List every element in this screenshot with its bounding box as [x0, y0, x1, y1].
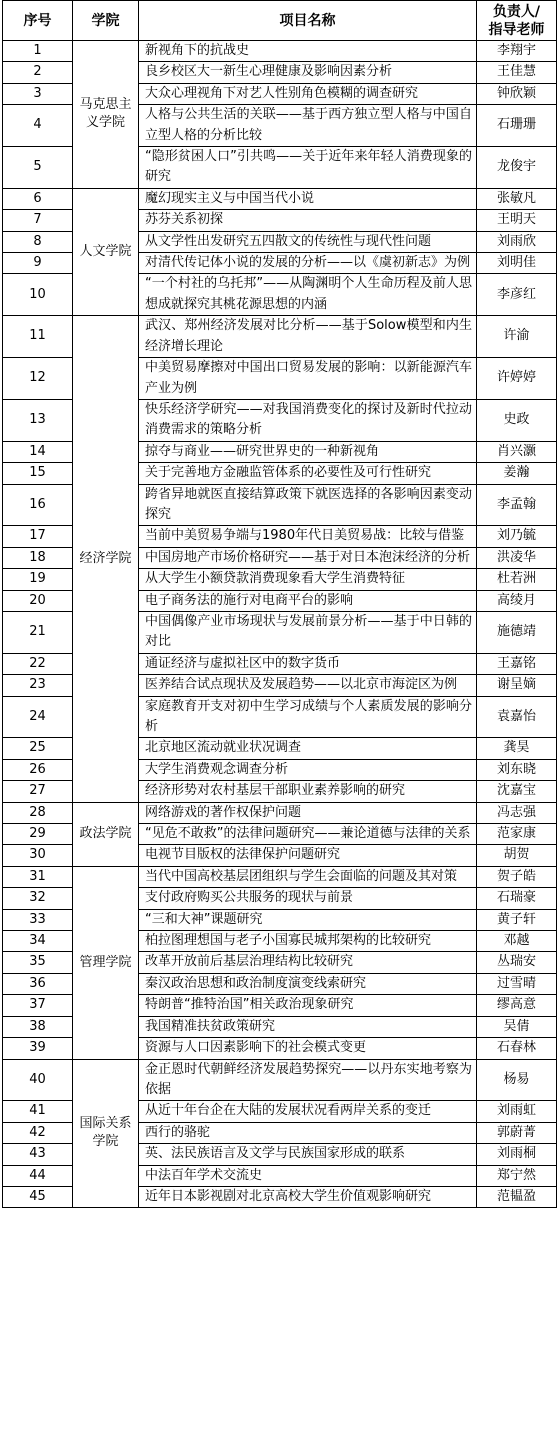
row-index: 17: [3, 526, 73, 547]
project-leader: 邓越: [477, 931, 557, 952]
project-title: 掠夺与商业——研究世界史的一种新视角: [139, 441, 477, 462]
project-title: 北京地区流动就业状况调查: [139, 738, 477, 759]
project-leader: 王明天: [477, 210, 557, 231]
project-leader: 范韫盈: [477, 1186, 557, 1207]
project-leader: 施德靖: [477, 611, 557, 653]
row-index: 24: [3, 696, 73, 738]
college-cell: 国际关系学院: [73, 1059, 139, 1208]
project-title: 关于完善地方金融监管体系的必要性及可行性研究: [139, 463, 477, 484]
row-index: 21: [3, 611, 73, 653]
project-title: “隐形贫困人口”引共鸣——关于近年来年轻人消费现象的研究: [139, 147, 477, 189]
project-leader: 袁嘉怡: [477, 696, 557, 738]
row-index: 23: [3, 675, 73, 696]
header-college: 学院: [73, 1, 139, 41]
row-index: 14: [3, 441, 73, 462]
project-title: 中国房地产市场价格研究——基于对日本泡沫经济的分析: [139, 547, 477, 568]
row-index: 9: [3, 253, 73, 274]
project-leader: 沈嘉宝: [477, 781, 557, 802]
row-index: 29: [3, 824, 73, 845]
row-index: 34: [3, 931, 73, 952]
project-title: 武汉、郑州经济发展对比分析——基于Solow模型和内生经济增长理论: [139, 316, 477, 358]
project-leader: 石珊珊: [477, 105, 557, 147]
row-index: 33: [3, 909, 73, 930]
row-index: 19: [3, 569, 73, 590]
project-title: 英、法民族语言及文学与民族国家形成的联系: [139, 1144, 477, 1165]
project-leader: 吴倩: [477, 1016, 557, 1037]
project-leader: 刘雨欣: [477, 231, 557, 252]
project-leader: 许婷婷: [477, 358, 557, 400]
project-leader: 杜若洲: [477, 569, 557, 590]
row-index: 27: [3, 781, 73, 802]
project-leader: 石瑞豪: [477, 888, 557, 909]
college-cell: 政法学院: [73, 802, 139, 866]
project-title: 金正恩时代朝鲜经济发展趋势探究——以丹东实地考察为依据: [139, 1059, 477, 1101]
row-index: 35: [3, 952, 73, 973]
project-title: 近年日本影视剧对北京高校大学生价值观影响研究: [139, 1186, 477, 1207]
row-index: 45: [3, 1186, 73, 1207]
project-title: 通证经济与虚拟社区中的数字货币: [139, 653, 477, 674]
project-leader: 丛瑞安: [477, 952, 557, 973]
project-leader: 李彦红: [477, 274, 557, 316]
row-index: 22: [3, 653, 73, 674]
row-index: 12: [3, 358, 73, 400]
row-index: 43: [3, 1144, 73, 1165]
row-index: 13: [3, 399, 73, 441]
project-leader: 李翔宇: [477, 41, 557, 62]
row-index: 37: [3, 995, 73, 1016]
project-leader: 郑宁然: [477, 1165, 557, 1186]
project-leader: 刘雨虹: [477, 1101, 557, 1122]
project-title: 对清代传记体小说的发展的分析——以《虞初新志》为例: [139, 253, 477, 274]
project-leader: 过雪晴: [477, 973, 557, 994]
college-cell: 人文学院: [73, 188, 139, 315]
row-index: 20: [3, 590, 73, 611]
row-index: 1: [3, 41, 73, 62]
row-index: 26: [3, 759, 73, 780]
project-title: 快乐经济学研究——对我国消费变化的探讨及新时代拉动消费需求的策略分析: [139, 399, 477, 441]
project-leader: 许渝: [477, 316, 557, 358]
project-title: 中美贸易摩擦对中国出口贸易发展的影响：以新能源汽车产业为例: [139, 358, 477, 400]
project-title: 从文学性出发研究五四散文的传统性与现代性问题: [139, 231, 477, 252]
project-title: 魔幻现实主义与中国当代小说: [139, 188, 477, 209]
project-leader: 郭蔚菁: [477, 1122, 557, 1143]
row-index: 5: [3, 147, 73, 189]
project-leader: 冯志强: [477, 802, 557, 823]
project-title: 西行的骆驼: [139, 1122, 477, 1143]
project-title: “三和大神”课题研究: [139, 909, 477, 930]
row-index: 30: [3, 845, 73, 866]
project-title: 苏芬关系初探: [139, 210, 477, 231]
project-leader: 杨易: [477, 1059, 557, 1101]
row-index: 11: [3, 316, 73, 358]
project-leader: 龙俊宇: [477, 147, 557, 189]
project-leader: 刘乃毓: [477, 526, 557, 547]
row-index: 44: [3, 1165, 73, 1186]
row-index: 28: [3, 802, 73, 823]
project-leader: 姜瀚: [477, 463, 557, 484]
table-row: [3, 1059, 557, 1101]
project-leader: 黄子轩: [477, 909, 557, 930]
table-row: [3, 188, 557, 209]
project-title: 经济形势对农村基层干部职业素养影响的研究: [139, 781, 477, 802]
project-title: 支付政府购买公共服务的现状与前景: [139, 888, 477, 909]
project-leader: 刘东晓: [477, 759, 557, 780]
project-title: 改革开放前后基层治理结构比较研究: [139, 952, 477, 973]
project-title: 中国偶像产业市场现状与发展前景分析——基于中日韩的对比: [139, 611, 477, 653]
row-index: 7: [3, 210, 73, 231]
row-index: 6: [3, 188, 73, 209]
project-leader: 胡贺: [477, 845, 557, 866]
project-leader: 范家康: [477, 824, 557, 845]
row-index: 31: [3, 866, 73, 887]
project-table: [2, 0, 557, 1208]
project-leader: 洪凌华: [477, 547, 557, 568]
project-leader: 李孟翰: [477, 484, 557, 526]
college-cell: 马克思主义学院: [73, 41, 139, 189]
row-index: 25: [3, 738, 73, 759]
row-index: 4: [3, 105, 73, 147]
project-leader: 肖兴灏: [477, 441, 557, 462]
project-leader: 刘明佳: [477, 253, 557, 274]
college-cell: 管理学院: [73, 866, 139, 1059]
college-cell: 经济学院: [73, 316, 139, 802]
project-title: 我国精准扶贫政策研究: [139, 1016, 477, 1037]
project-title: 特朗普“推特治国”相关政治现象研究: [139, 995, 477, 1016]
project-title: “一个村社的乌托邦”——从陶渊明个人生命历程及前人思想成就探究其桃花源思想的内涵: [139, 274, 477, 316]
table-row: [3, 866, 557, 887]
project-title: 当前中美贸易争端与1980年代日美贸易战：比较与借鉴: [139, 526, 477, 547]
row-index: 8: [3, 231, 73, 252]
project-title: 秦汉政治思想和政治制度演变线索研究: [139, 973, 477, 994]
project-title: 网络游戏的著作权保护问题: [139, 802, 477, 823]
row-index: 42: [3, 1122, 73, 1143]
project-title: 从近十年台企在大陆的发展状况看两岸关系的变迁: [139, 1101, 477, 1122]
table-row: [3, 316, 557, 358]
project-title: 新视角下的抗战史: [139, 41, 477, 62]
row-index: 38: [3, 1016, 73, 1037]
project-title: 大学生消费观念调查分析: [139, 759, 477, 780]
row-index: 2: [3, 62, 73, 83]
project-leader: 石春林: [477, 1038, 557, 1059]
project-leader: 钟欣颖: [477, 83, 557, 104]
project-leader: 谢呈嫡: [477, 675, 557, 696]
table-body: [3, 41, 557, 1208]
project-title: 资源与人口因素影响下的社会模式变更: [139, 1038, 477, 1059]
project-leader: 史政: [477, 399, 557, 441]
project-title: 电子商务法的施行对电商平台的影响: [139, 590, 477, 611]
project-leader: 缪高意: [477, 995, 557, 1016]
project-title: 柏拉图理想国与老子小国寡民城邦架构的比较研究: [139, 931, 477, 952]
project-title: 中法百年学术交流史: [139, 1165, 477, 1186]
header-index: 序号: [3, 1, 73, 41]
project-title: 电视节目版权的法律保护问题研究: [139, 845, 477, 866]
row-index: 3: [3, 83, 73, 104]
row-index: 32: [3, 888, 73, 909]
project-leader: 张敏凡: [477, 188, 557, 209]
header-leader: 负责人/ 指导老师: [477, 1, 557, 41]
project-title: 跨省异地就医直接结算政策下就医选择的各影响因素变动探究: [139, 484, 477, 526]
project-title: 大众心理视角下对艺人性别角色模糊的调查研究: [139, 83, 477, 104]
header-project: 项目名称: [139, 1, 477, 41]
project-leader: 刘雨桐: [477, 1144, 557, 1165]
project-title: “见危不敢救”的法律问题研究——兼论道德与法律的关系: [139, 824, 477, 845]
row-index: 18: [3, 547, 73, 568]
table-row: [3, 802, 557, 823]
project-leader: 贺子皓: [477, 866, 557, 887]
row-index: 41: [3, 1101, 73, 1122]
row-index: 39: [3, 1038, 73, 1059]
row-index: 15: [3, 463, 73, 484]
project-leader: 高绫月: [477, 590, 557, 611]
project-leader: 王嘉铭: [477, 653, 557, 674]
project-leader: 王佳慧: [477, 62, 557, 83]
project-title: 当代中国高校基层团组织与学生会面临的问题及其对策: [139, 866, 477, 887]
row-index: 36: [3, 973, 73, 994]
row-index: 40: [3, 1059, 73, 1101]
table-row: [3, 41, 557, 62]
project-title: 家庭教育开支对初中生学习成绩与个人素质发展的影响分析: [139, 696, 477, 738]
project-title: 人格与公共生活的关联——基于西方独立型人格与中国自立型人格的分析比较: [139, 105, 477, 147]
header-row: [3, 1, 557, 41]
project-leader: 龚昊: [477, 738, 557, 759]
project-title: 医养结合试点现状及发展趋势——以北京市海淀区为例: [139, 675, 477, 696]
row-index: 16: [3, 484, 73, 526]
project-title: 从大学生小额贷款消费现象看大学生消费特征: [139, 569, 477, 590]
row-index: 10: [3, 274, 73, 316]
project-title: 良乡校区大一新生心理健康及影响因素分析: [139, 62, 477, 83]
